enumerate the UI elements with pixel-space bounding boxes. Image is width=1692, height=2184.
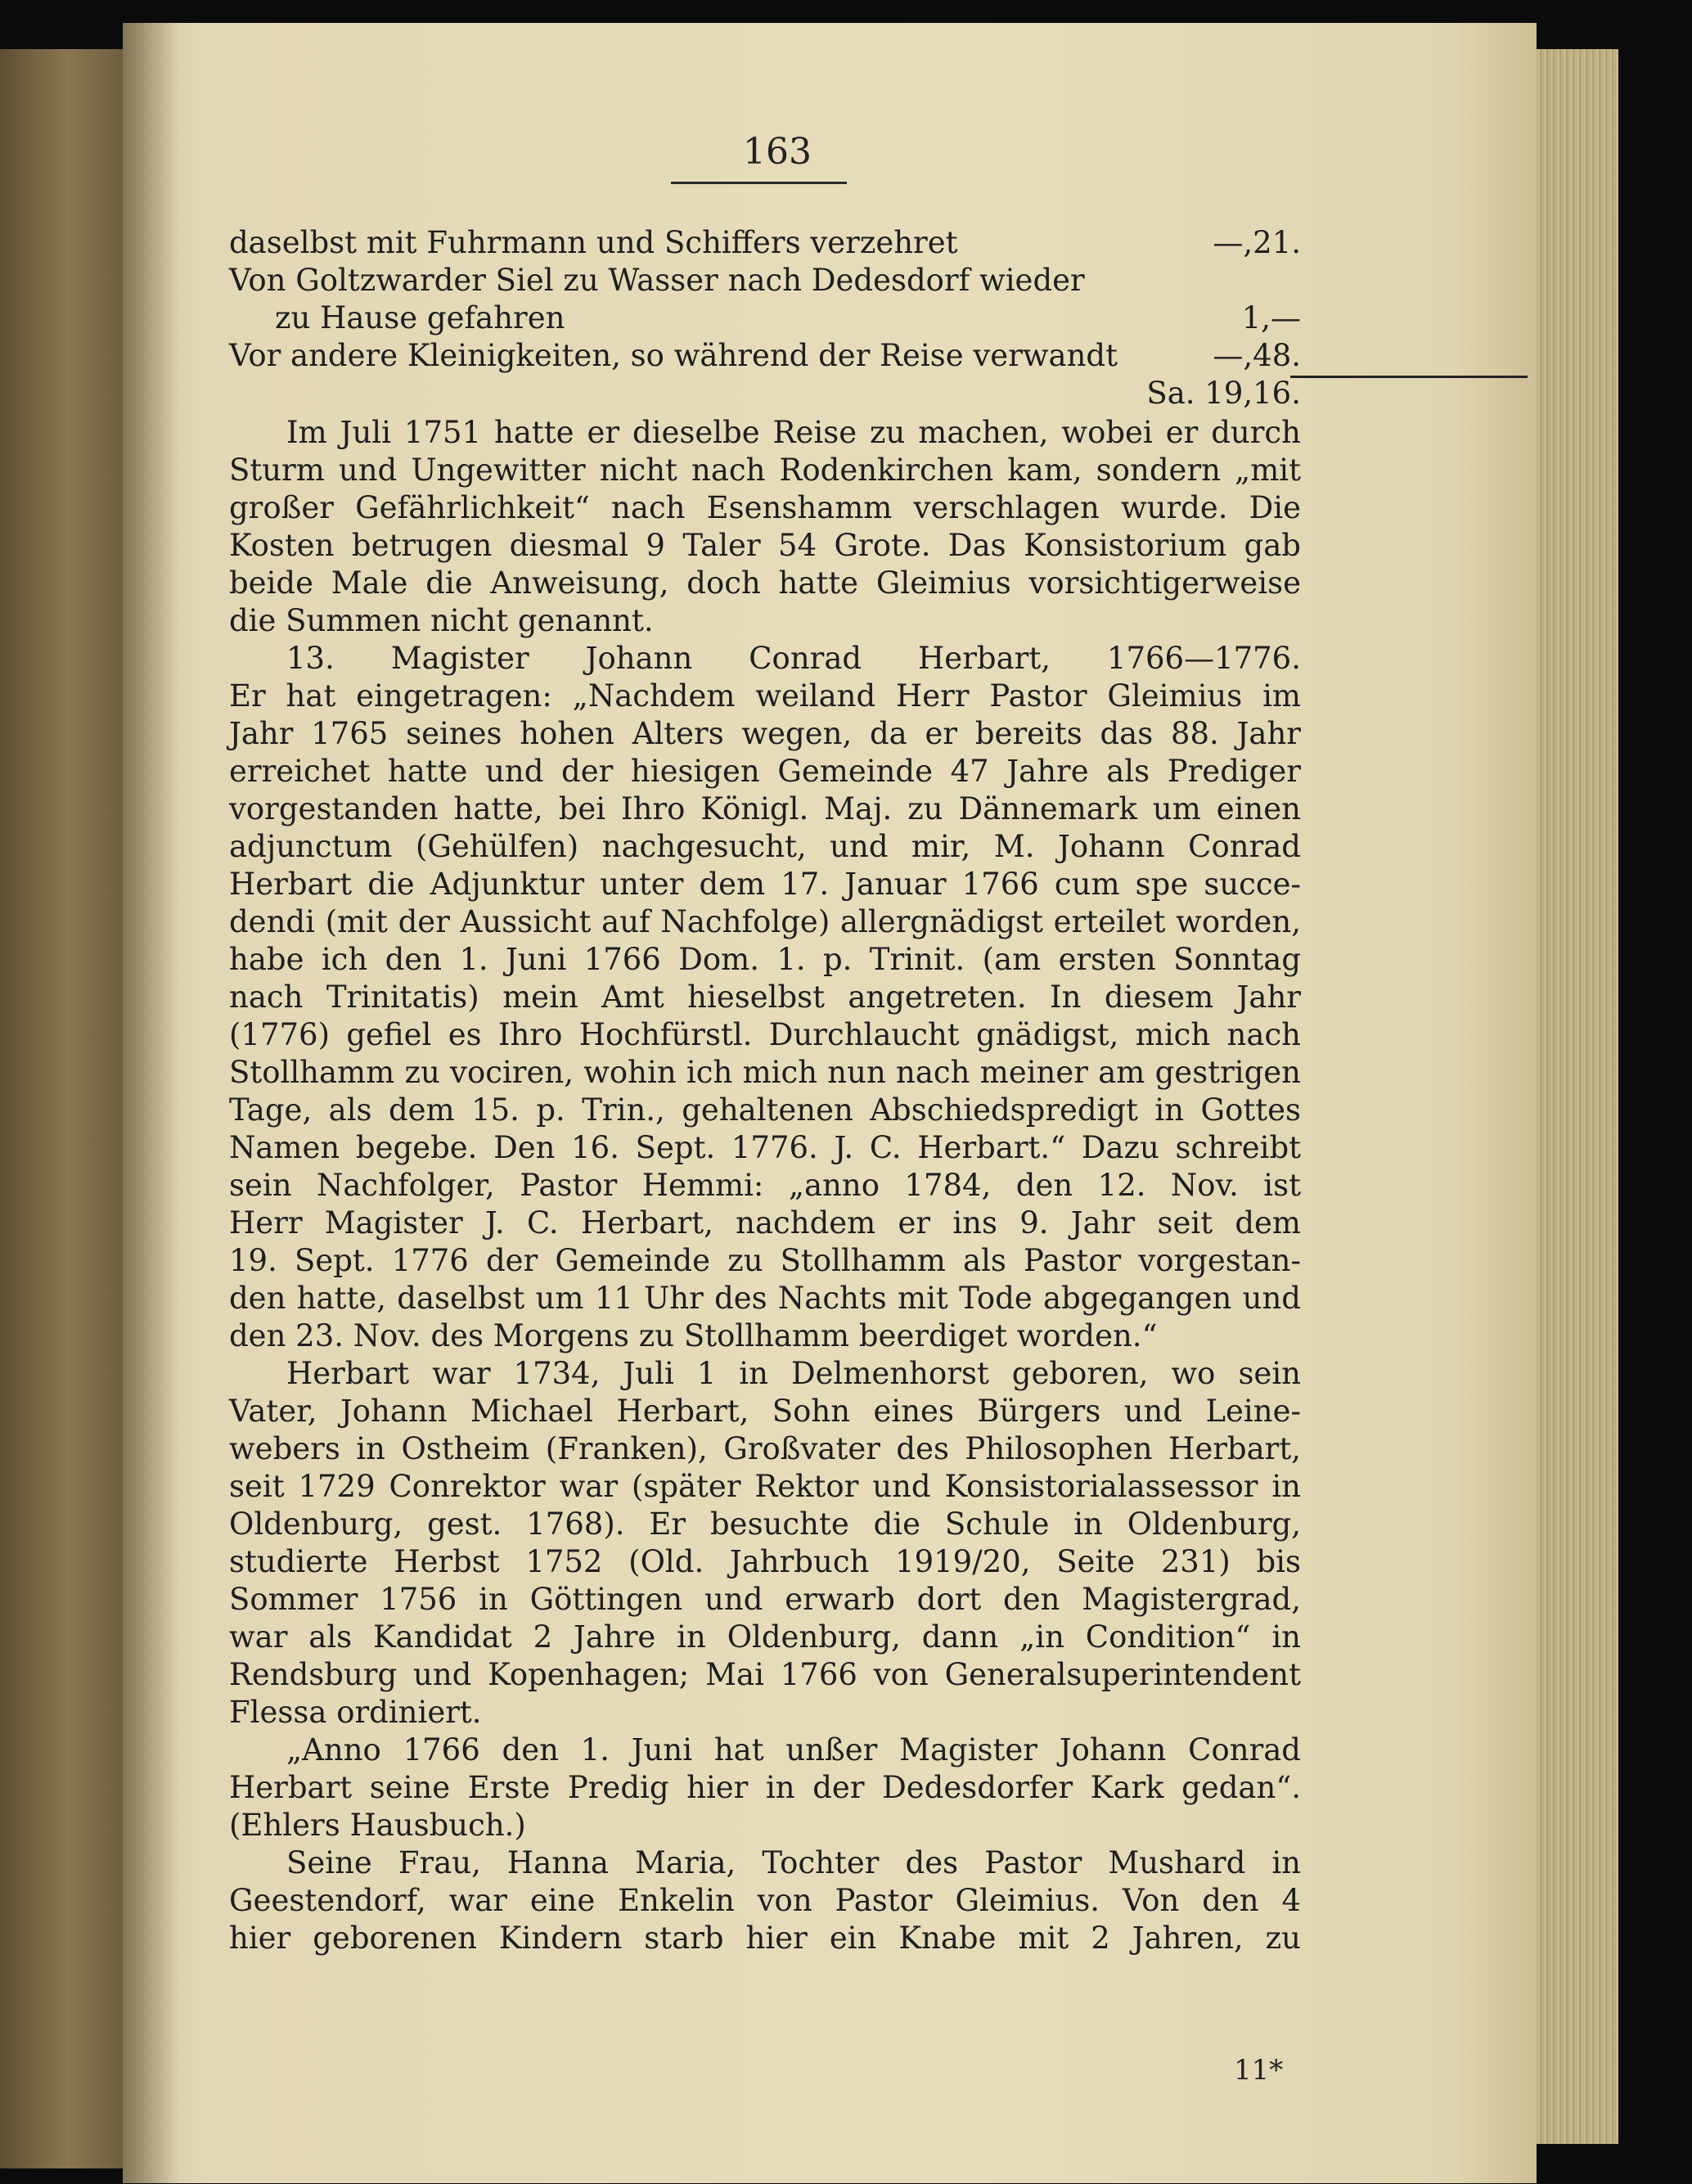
text-line: beide Male die Anweisung, doch hatte Gleimius vorsichtigerweise: [229, 565, 1301, 601]
text-line: (Ehlers Hausbuch.): [229, 1808, 526, 1843]
text-line: den 23. Nov. des Morgens zu Stollhamm beerdiget worden.“: [229, 1318, 1158, 1353]
text-line: Kosten betrugen diesmal 9 Taler 54 Grote. Das Konsistorium gab: [229, 528, 1301, 563]
ledger-row: [229, 300, 1301, 336]
text-line: erreichet hatte und der hiesigen Gemeinde 47 Jahre als Prediger: [229, 754, 1301, 789]
text-line: webers in Ostheim (Franken), Großvater des Philosophen Herbart,: [229, 1431, 1301, 1466]
text-line: adjunctum (Gehülfen) nachgesucht, und mir, M. Johann Conrad: [229, 829, 1301, 864]
text-line: Herbart seine Erste Predig hier in der Dedesdorfer Kark gedan“.: [229, 1770, 1301, 1805]
ledger-sum: Sa. 19,16.: [1146, 376, 1301, 411]
ledger-amount: 1,—: [1241, 300, 1301, 335]
ledger-row: [229, 263, 1301, 299]
text-line: Sommer 1756 in Göttingen und erwarb dort den Magistergrad,: [229, 1582, 1301, 1617]
header-rule: [671, 182, 847, 184]
signature-mark: 11*: [1234, 2054, 1284, 2087]
background-right: [1618, 0, 1692, 2184]
text-line: habe ich den 1. Juni 1766 Dom. 1. p. Trinit. (am ersten Sonntag: [229, 942, 1301, 977]
text-line: Jahr 1765 seines hohen Alters wegen, da er bereits das 88. Jahr: [229, 716, 1301, 751]
text-line: studierte Herbst 1752 (Old. Jahrbuch 1919/20, Seite 231) bis: [229, 1544, 1301, 1579]
text-line: Herbart war 1734, Juli 1 in Delmenhorst geboren, wo sein: [286, 1356, 1301, 1391]
text-line: Stollhamm zu vociren, wohin ich mich nun nach meiner am gestrigen: [229, 1055, 1301, 1090]
text-line: Tage, als dem 15. p. Trin., gehaltenen Abschiedspredigt in Gottes: [229, 1092, 1301, 1128]
text-line: Er hat eingetragen: „Nachdem weiland Herr Pastor Gleimius im: [229, 678, 1301, 714]
text-line: „Anno 1766 den 1. Juni hat unßer Magister Johann Conrad: [286, 1732, 1301, 1767]
text-line: die Summen nicht genannt.: [229, 603, 654, 638]
text-line: dendi (mit der Aussicht auf Nachfolge) allergnädigst erteilet worden,: [229, 904, 1301, 939]
ledger-text: zu Hause gefahren: [275, 300, 565, 335]
ledger-amount: —,48.: [1213, 338, 1301, 373]
text-line: hier geborenen Kindern starb hier ein Knabe mit 2 Jahren, zu: [229, 1921, 1301, 1956]
ledger-amount: —,21.: [1213, 225, 1301, 260]
text-line: 19. Sept. 1776 der Gemeinde zu Stollhamm als Pastor vorgestan-: [229, 1243, 1301, 1278]
ledger-sum-row: [229, 376, 1301, 412]
ledger-text: daselbst mit Fuhrmann und Schiffers verzehret: [229, 225, 958, 260]
ledger-row: [229, 225, 1301, 261]
text-line: Herr Magister J. C. Herbart, nachdem er ins 9. Jahr seit dem: [229, 1205, 1301, 1241]
ledger-text: Vor andere Kleinigkeiten, so während der Reise verwandt: [229, 338, 1118, 373]
ledger-row: [229, 338, 1301, 374]
text-line: nach Trinitatis) mein Amt hieselbst angetreten. In diesem Jahr: [229, 979, 1301, 1015]
ledger-text: Von Goltzwarder Siel zu Wasser nach Dedesdorf wieder: [229, 263, 1085, 298]
sum-rule: [1290, 376, 1528, 378]
section-heading: 13. Magister Johann Conrad Herbart, 1766—1776.: [286, 641, 1301, 676]
text-line: Flessa ordiniert.: [229, 1695, 482, 1730]
text-line: Sturm und Ungewitter nicht nach Rodenkirchen kam, sondern „mit: [229, 453, 1301, 488]
text-line: sein Nachfolger, Pastor Hemmi: „anno 1784, den 12. Nov. ist: [229, 1168, 1301, 1203]
text-line: Herbart die Adjunktur unter dem 17. Januar 1766 cum spe succe-: [229, 867, 1301, 902]
text-line: war als Kandidat 2 Jahre in Oldenburg, dann „in Condition“ in: [229, 1619, 1301, 1655]
page-number: 163: [743, 131, 812, 173]
page-gutter: [123, 23, 180, 2183]
text-line: Geestendorf, war eine Enkelin von Pastor Gleimius. Von den 4: [229, 1883, 1301, 1918]
text-line: Oldenburg, gest. 1768). Er besuchte die Schule in Oldenburg,: [229, 1506, 1301, 1542]
text-line: Namen begebe. Den 16. Sept. 1776. J. C. Herbart.“ Dazu schreibt: [229, 1130, 1301, 1165]
text-line: Seine Frau, Hanna Maria, Tochter des Pastor Mushard in: [286, 1845, 1301, 1880]
text-line: Im Juli 1751 hatte er dieselbe Reise zu machen, wobei er durch: [286, 415, 1301, 450]
text-line: Vater, Johann Michael Herbart, Sohn eines Bürgers und Leine-: [229, 1394, 1301, 1429]
text-line: Rendsburg und Kopenhagen; Mai 1766 von Generalsuperintendent: [229, 1657, 1301, 1692]
text-line: (1776) gefiel es Ihro Hochfürstl. Durchlaucht gnädigst, mich nach: [229, 1017, 1301, 1052]
text-line: den hatte, daselbst um 11 Uhr des Nachts mit Tode abgegangen und: [229, 1281, 1301, 1316]
text-line: vorgestanden hatte, bei Ihro Königl. Maj. zu Dännemark um einen: [229, 791, 1301, 826]
text-line: seit 1729 Conrektor war (später Rektor und Konsistorialassessor in: [229, 1469, 1301, 1504]
facing-page-edge: [0, 49, 123, 2168]
page-fore-edge: [1537, 49, 1618, 2144]
text-line: großer Gefährlichkeit“ nach Esenshamm verschlagen wurde. Die: [229, 490, 1301, 525]
